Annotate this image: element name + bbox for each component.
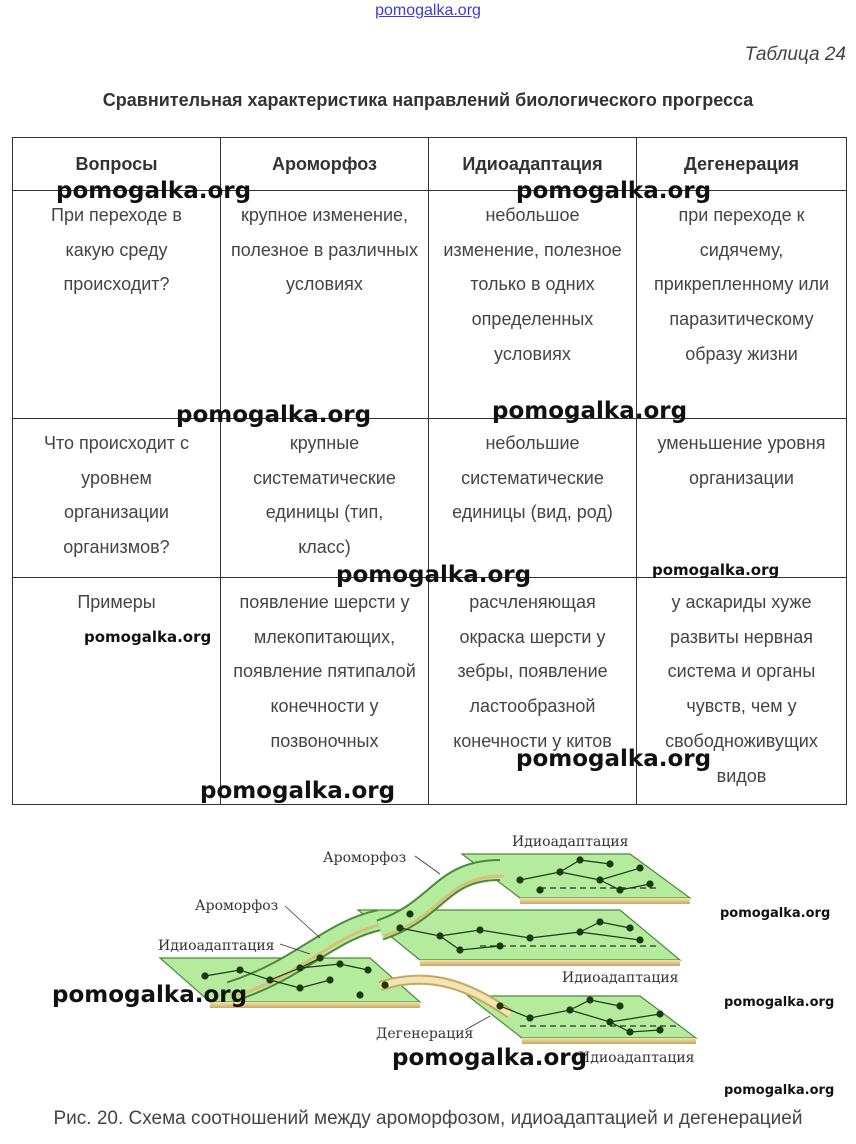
watermark: pomogalka.org	[492, 398, 688, 424]
cell-aromorphosis: появление шерсти у млекопитающих, появление пятипалой конечности у позвоночных	[221, 578, 429, 805]
label-idio-top: Идиоадаптация	[512, 834, 629, 850]
cell-question: Что происходит с уровнем организации организмов?	[13, 419, 221, 578]
watermark: pomogalka.org	[200, 778, 396, 804]
table-row	[13, 419, 847, 578]
watermark: pomogalka.org	[84, 628, 212, 646]
label-aromorph-mid: Ароморфоз	[195, 898, 279, 914]
cell-question: Примеры	[13, 578, 221, 805]
label-aromorph-top: Ароморфоз	[323, 850, 407, 866]
watermark: pomogalka.org	[56, 178, 252, 204]
cell-idioadaptation: небольшие систематические единицы (вид, род)	[429, 419, 637, 578]
cell-idioadaptation: небольшое изменение, полезное только в одних определенных условиях	[429, 191, 637, 419]
table-title: Сравнительная характеристика направлений биологического прогресса	[102, 90, 754, 110]
cell-aromorphosis: крупные систематические единицы (тип, класс)	[221, 419, 429, 578]
watermark: pomogalka.org	[52, 982, 248, 1008]
label-idio-left: Идиоадаптация	[158, 938, 275, 954]
label-idio-mid: Идиоадаптация	[562, 970, 679, 986]
header-questions: Вопросы	[13, 138, 221, 191]
site-link-top[interactable]: pomogalka.org	[375, 2, 481, 19]
comparison-table	[12, 137, 847, 805]
figure-caption: Рис. 20. Схема соотношений между ароморфозом, идиоадаптацией и дегенерацией	[53, 1108, 803, 1129]
cell-idioadaptation: расчленяющая окраска шерсти у зебры, появление ластообразной конечности у китов	[429, 578, 637, 805]
cell-question: При переходе в какую среду происходит?	[13, 191, 221, 419]
table-row	[13, 578, 847, 805]
watermark: pomogalka.org	[720, 906, 831, 921]
watermark: pomogalka.org	[392, 1045, 588, 1071]
table-number: Таблица 24	[744, 44, 846, 65]
cell-degeneration: при переходе к сидячему, прикрепленному или паразитическому образу жизни	[637, 191, 847, 419]
cell-aromorphosis: крупное изменение, полезное в различных условиях	[221, 191, 429, 419]
label-degeneration: Дегенерация	[376, 1026, 474, 1042]
cell-degeneration: уменьшение уровня организации	[637, 419, 847, 578]
watermark: pomogalka.org	[176, 402, 372, 428]
watermark: pomogalka.org	[516, 746, 712, 772]
watermark: pomogalka.org	[336, 562, 532, 588]
watermark: pomogalka.org	[516, 178, 712, 204]
watermark: pomogalka.org	[724, 1083, 835, 1098]
header-aromorphosis: Ароморфоз	[221, 138, 429, 191]
header-idioadaptation: Идиоадаптация	[429, 138, 637, 191]
cell-degeneration: у аскариды хуже развиты нервная система и органы чувств, чем у свободноживущих видов	[637, 578, 847, 805]
label-idio-bottom: Идиоадаптация	[578, 1050, 695, 1066]
watermark: pomogalka.org	[652, 561, 780, 579]
watermark: pomogalka.org	[724, 995, 835, 1010]
table-row	[13, 191, 847, 419]
header-degeneration: Дегенерация	[637, 138, 847, 191]
